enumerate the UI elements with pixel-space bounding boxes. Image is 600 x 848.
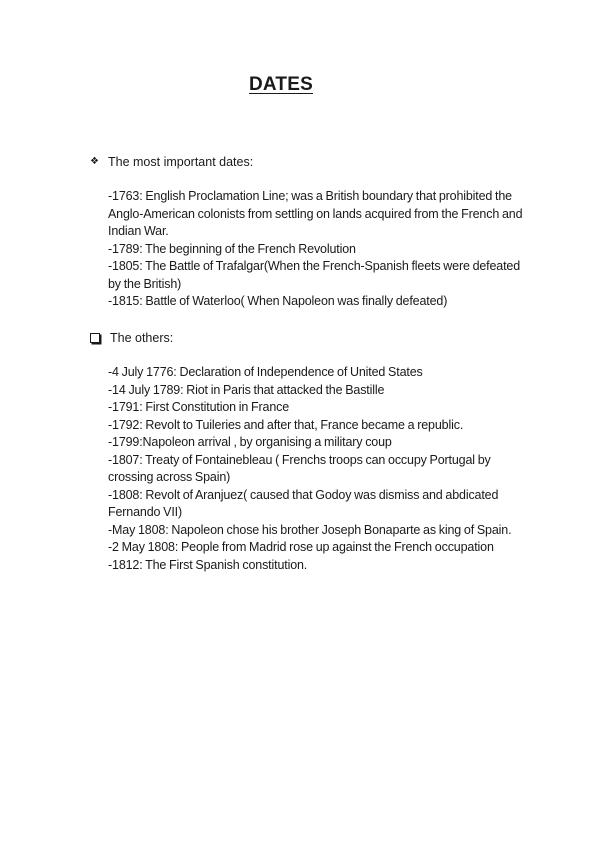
- list-item: -2 May 1808: People from Madrid rose up against the French occupation: [108, 540, 494, 554]
- important-dates-heading: The most important dates:: [108, 155, 254, 169]
- list-item: -1805: The Battle of Trafalgar(When the French-Spanish fleets were defeated by the British): [108, 259, 521, 291]
- important-dates-list: [90, 188, 530, 311]
- other-dates-heading-row: [90, 329, 530, 347]
- other-dates-heading: The others:: [110, 331, 174, 345]
- list-item: -1791: First Constitution in France: [108, 400, 290, 414]
- list-item: -1763: English Proclamation Line; was a British boundary that prohibited the Anglo-American colonists from settling on lands acquired from the French and Indian War.: [108, 189, 523, 238]
- list-item: -1792: Revolt to Tuileries and after that, France became a republic.: [108, 417, 464, 432]
- list-item: -May 1808: Napoleon chose his brother Joseph Bonaparte as king of Spain.: [108, 522, 512, 537]
- list-item: -14 July 1789: Riot in Paris that attacked the Bastille: [108, 382, 385, 397]
- important-dates-section: [90, 153, 530, 311]
- diamond-cluster-icon: ❖: [90, 156, 99, 167]
- other-dates-section: [90, 329, 530, 574]
- list-item: -4 July 1776: Declaration of Independence of United States: [108, 365, 423, 379]
- important-dates-heading-row: [90, 153, 530, 171]
- other-dates-list: [90, 364, 530, 574]
- list-item: -1815: Battle of Waterloo( When Napoleon was finally defeated): [108, 294, 448, 308]
- list-item: -1808: Revolt of Aranjuez( caused that Godoy was dismiss and abdicated Fernando VII): [108, 487, 499, 519]
- list-item: -1799:Napoleon arrival , by organising a military coup: [108, 435, 392, 449]
- page-title: DATES: [249, 74, 313, 95]
- list-item: -1812: The First Spanish constitution.: [108, 557, 308, 572]
- shadowed-box-icon: [90, 333, 100, 343]
- list-item: -1789: The beginning of the French Revolution: [108, 241, 356, 256]
- list-item: -1807: Treaty of Fontainebleau ( Frenchs troops can occupy Portugal by crossing across Spain): [108, 452, 491, 484]
